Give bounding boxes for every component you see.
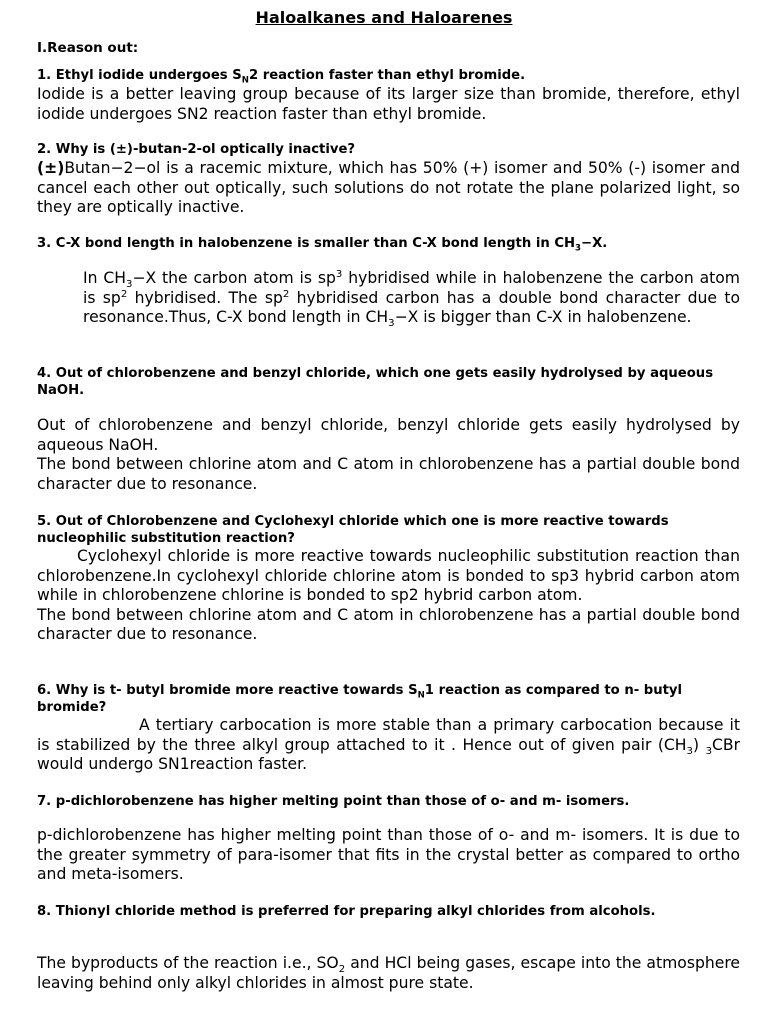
- answer-2: (±)Butan−2−ol is a racemic mixture, which has 50% (+) isomer and 50% (-) isomer and cancel each other out optically, such solutions do not rotate the plane polarized light, so they are optically inactive.: [37, 159, 740, 216]
- question-2: 2. Why is (±)-butan-2-ol optically inactive?: [37, 142, 356, 157]
- answer-3: In $CH_3-X$ the carbon atom is $sp^3$ hybridised while in halobenzene the carbon atom is $sp^2$ hybridised. The $sp^2$ hybridised carbon has a double bond character due to resonance.Thus, C-X bond length in $CH_3-X$ is bigger than C-X in halobenzene.: [83, 268, 741, 330]
- question-4: 4. Out of chlorobenzene and benzyl chloride, which one gets easily hydrolysed by aqueous NaOH.: [37, 366, 714, 398]
- question-8: 8. Thionyl chloride method is preferred for preparing alkyl chlorides from alcohols.: [37, 904, 656, 919]
- question-7: 7. p-dichlorobenzene has higher melting point than those of o- and m- isomers.: [37, 794, 630, 809]
- answer-1: Iodide is a better leaving group because of its larger size than bromide, therefore, ethyl iodide undergoes SN2 reaction faster than ethyl bromide.: [37, 85, 740, 123]
- question-3: 3. C-X bond length in halobenzene is smaller than C-X bond length in $CH_3-X$.: [37, 236, 608, 254]
- answer-5-paragraph-1: Cyclohexyl chloride is more reactive towards nucleophilic substitution reaction than chlorobenzene.In cyclohexyl chloride chlorine atom is bonded to sp3 hybrid carbon atom while in chlorobenzene chlorine is bonded to sp2 hybrid carbon atom.: [37, 547, 740, 604]
- answer-4-paragraph-2: The bond between chlorine atom and C atom in chlorobenzene has a partial double bond character due to resonance.: [37, 455, 740, 493]
- answer-5-paragraph-2: The bond between chlorine atom and C atom in chlorobenzene has a partial double bond character due to resonance.: [37, 605, 740, 643]
- question-1: 1. Ethyl iodide undergoes $S_N2$ reaction faster than ethyl bromide.: [37, 68, 526, 86]
- question-5: 5. Out of Chlorobenzene and Cyclohexyl chloride which one is more reactive towards nucleophilic substitution reaction?: [37, 514, 669, 546]
- section-heading: I.Reason out:: [37, 40, 139, 56]
- answer-6: A tertiary carbocation is more stable than a primary carbocation because it is stabilized by the three alkyl group attached to it . Hence out of given pair $(CH_3)$ $_3$CBr would undergo SN1reaction faster.: [37, 716, 741, 773]
- question-6: 6. Why is t- butyl bromide more reactive towards $S_N1$ reaction as compared to n- butyl bromide?: [37, 683, 683, 715]
- answer-7: p-dichlorobenzene has higher melting point than those of o- and m- isomers. It is due to the greater symmetry of para-isomer that fits in the crystal better as compared to ortho and meta-isomers.: [37, 826, 740, 883]
- answer-5: [37, 547, 740, 645]
- answer-4: [37, 416, 740, 494]
- page-title: Haloalkanes and Haloarenes: [255, 8, 513, 27]
- answer-4-paragraph-1: Out of chlorobenzene and benzyl chloride, benzyl chloride gets easily hydrolysed by aqueous NaOH.: [37, 416, 740, 454]
- answer-8: The byproducts of the reaction i.e., $SO_2$ and HCl being gases, escape into the atmosphere leaving behind only alkyl chlorides in almost pure state.: [37, 954, 740, 992]
